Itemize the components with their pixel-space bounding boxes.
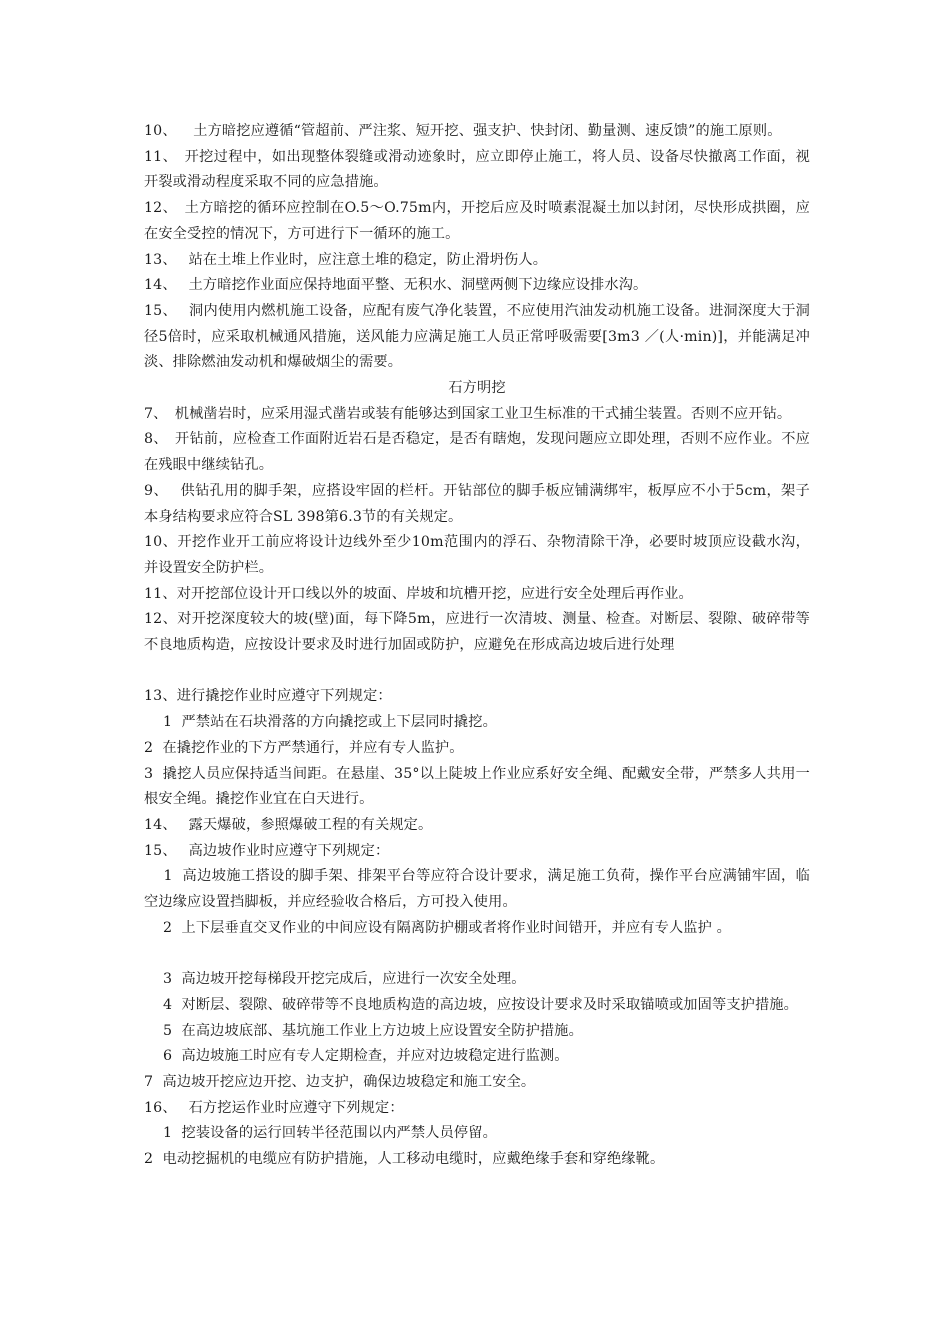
paragraph-15-ventilation: 15、 洞内使用内燃机施工设备，应配有废气净化装置，不应使用汽油发动机施工设备。进洞深度大于洞径5倍时，应采取机械通风措施，送风能力应满足施工人员正常呼吸需要[3m3 ／(人·min)]，并能满足冲淡、排除燃油发动机和爆破烟尘的需要。 xyxy=(144,302,810,371)
document-page xyxy=(144,119,810,1173)
list-item-high-slope-6: 6 高边坡施工时应有专人定期检查，并应对边坡稳定进行监测。 xyxy=(144,1048,569,1065)
list-item-hauling-2: 2 电动挖掘机的电缆应有防护措施，人工移动电缆时，应戴绝缘手套和穿绝缘靴。 xyxy=(144,1151,665,1168)
list-item-hauling-1: 1 挖装设备的运行回转半径范围以内严禁人员停留。 xyxy=(144,1125,497,1142)
list-item-high-slope-1: 1 高边坡施工搭设的脚手架、排架平台等应符合设计要求，满足施工负荷，操作平台应满铺牢固，临空边缘应设置挡脚板，并应经验收合格后，方可投入使用。 xyxy=(144,868,810,911)
paragraph-13-prying: 13、进行撬挖作业时应遵守下列规定： xyxy=(144,688,392,705)
paragraph-7-drilling: 7、 机械凿岩时，应采用湿式凿岩或装有能够达到国家工业卫生标准的干式捕尘装置。否则不应开钻。 xyxy=(144,405,792,422)
list-item-high-slope-7: 7 高边坡开挖应边开挖、边支护，确保边坡稳定和施工安全。 xyxy=(144,1073,536,1090)
list-item-high-slope-2: 2 上下层垂直交叉作业的中间应设有隔离防护棚或者将作业时间错开，并应有专人监护 。 xyxy=(144,919,731,936)
list-item-high-slope-3: 3 高边坡开挖每梯段开挖完成后，应进行一次安全处理。 xyxy=(144,971,526,988)
paragraph-9-scaffold: 9、 供钻孔用的脚手架，应搭设牢固的栏杆。开钻部位的脚手板应铺满绑牢，板厚应不小于5cm，架子本身结构要求应符合SL 398第6.3节的有关规定。 xyxy=(144,482,810,525)
paragraph-11-crack-emergency: 11、 开挖过程中，如出现整体裂缝或滑动迹象时，应立即停止施工，将人员、设备尽快撤离工作面，视开裂或滑动程度采取不同的应急措施。 xyxy=(144,148,810,191)
paragraph-10-earthwork-principle: 10、 土方暗挖应遵循“管超前、严注浆、短开挖、强支护、快封闭、勤量测、速反馈”的施工原则。 xyxy=(144,123,782,139)
paragraph-11-slope-safety: 11、对开挖部位设计开口线以外的坡面、岸坡和坑槽开挖，应进行安全处理后再作业。 xyxy=(144,585,693,602)
blank-line xyxy=(144,659,810,685)
paragraph-16-rock-hauling: 16、 石方挖运作业时应遵守下列规定： xyxy=(144,1099,404,1116)
list-item-prying-1: 1 严禁站在石块滑落的方向撬挖或上下层同时撬挖。 xyxy=(144,714,497,731)
blank-line xyxy=(144,941,810,967)
section-heading: 石方明挖 xyxy=(448,380,506,397)
list-item-prying-3: 3 撬挖人员应保持适当间距。在悬崖、35°以上陡坡上作业应系好安全绳、配戴安全带，严禁多人共用一根安全绳。撬挖作业宜在白天进行。 xyxy=(144,765,810,808)
list-item-prying-2: 2 在撬挖作业的下方严禁通行，并应有专人监护。 xyxy=(144,739,464,756)
paragraph-12-slope-inspection: 12、对开挖深度较大的坡(壁)面，每下降5m，应进行一次清坡、测量、检查。对断层、裂隙、破碎带等不良地质构造，应按设计要求及时进行加固或防护，应避免在形成高边坡后进行处理 xyxy=(144,611,810,654)
paragraph-8-pre-drill-check: 8、 开钻前，应检查工作面附近岩石是否稳定，是否有瞎炮，发现问题应立即处理，否则不应作业。不应在残眼中继续钻孔。 xyxy=(144,431,810,474)
paragraph-10-clearing: 10、开挖作业开工前应将设计边线外至少10m范围内的浮石、杂物清除干净，必要时坡顶应设截水沟，并设置安全防护栏。 xyxy=(144,534,810,576)
paragraph-15-high-slope: 15、 高边坡作业时应遵守下列规定： xyxy=(144,842,390,859)
paragraph-12-cycle-control: 12、 土方暗挖的循环应控制在O.5～O.75m内，开挖后应及时喷素混凝土加以封闭，尽快形成拱圈，应在安全受控的情况下，方可进行下一循环的施工。 xyxy=(144,200,810,242)
paragraph-13-soil-pile: 13、 站在土堆上作业时，应注意土堆的稳定，防止滑坍伤人。 xyxy=(144,251,548,268)
list-item-high-slope-4: 4 对断层、裂隙、破碎带等不良地质构造的高边坡，应按设计要求及时采取锚喷或加固等支护措施。 xyxy=(144,996,799,1013)
paragraph-14-blasting: 14、 露天爆破，参照爆破工程的有关规定。 xyxy=(144,816,433,833)
list-item-high-slope-5: 5 在高边坡底部、基坑施工作业上方边坡上应设置安全防护措施。 xyxy=(144,1022,583,1039)
paragraph-14-drainage: 14、 土方暗挖作业面应保持地面平整、无积水、洞壁两侧下边缘应设排水沟。 xyxy=(144,277,648,294)
